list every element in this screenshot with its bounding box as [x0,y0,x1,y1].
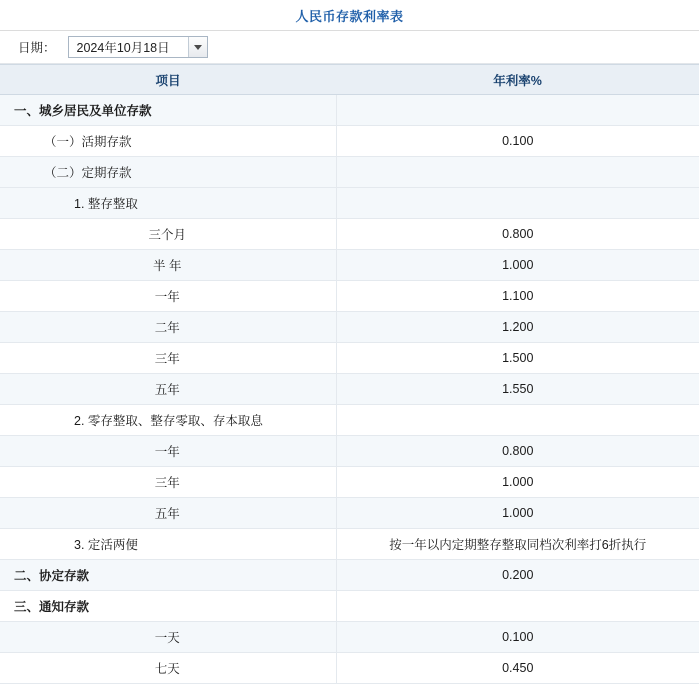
table-row [0,374,699,405]
row-rate-value [336,405,699,436]
row-rate-value [336,188,699,219]
row-item-label: 五年 [0,498,336,529]
row-item-label: 三年 [0,343,336,374]
table-row [0,188,699,219]
table-row [0,529,699,560]
table-row [0,467,699,498]
row-item-label: 一天 [0,622,336,653]
table-row [0,126,699,157]
row-item-label: 三年 [0,467,336,498]
row-rate-value: 1.000 [336,498,699,529]
row-rate-value: 0.800 [336,436,699,467]
row-rate-value [336,95,699,126]
row-rate-value: 0.200 [336,560,699,591]
row-rate-value: 1.000 [336,250,699,281]
row-item-label: 五年 [0,374,336,405]
chevron-down-icon[interactable] [188,37,207,57]
table-row [0,653,699,684]
row-item-label: 3. 定活两便 [0,529,336,560]
date-select-value: 2024年10月18日 [76,41,170,55]
table-row [0,219,699,250]
row-rate-value: 1.000 [336,467,699,498]
table-row [0,591,699,622]
caret-shape [194,45,202,50]
row-rate-value [336,157,699,188]
table-body [0,95,699,684]
table-row [0,498,699,529]
row-rate-value: 按一年以内定期整存整取同档次利率打6折执行 [336,529,699,560]
row-rate-value: 1.500 [336,343,699,374]
table-row [0,436,699,467]
table-row [0,622,699,653]
row-rate-value: 1.550 [336,374,699,405]
table-row [0,560,699,591]
row-item-label: 2. 零存整取、整存零取、存本取息 [0,405,336,436]
row-item-label: 七天 [0,653,336,684]
row-item-label: 二年 [0,312,336,343]
row-rate-value: 1.100 [336,281,699,312]
row-item-label: 一年 [0,436,336,467]
row-rate-value: 0.450 [336,653,699,684]
row-item-label: （一）活期存款 [0,126,336,157]
table-header-row [0,65,699,95]
page-title: 人民币存款利率表 [295,8,404,24]
column-header-item: 项目 [0,65,336,95]
table-row [0,405,699,436]
row-item-label: 一年 [0,281,336,312]
table-row [0,281,699,312]
row-item-label: 二、协定存款 [0,560,336,591]
row-item-label: 半 年 [0,250,336,281]
column-header-rate: 年利率% [336,65,699,95]
row-item-label: 一、城乡居民及单位存款 [0,95,336,126]
table-row [0,312,699,343]
date-filter-bar [0,31,699,64]
date-select[interactable] [68,36,208,58]
row-rate-value: 0.100 [336,126,699,157]
row-rate-value: 0.100 [336,622,699,653]
row-rate-value: 0.800 [336,219,699,250]
row-item-label: （二）定期存款 [0,157,336,188]
row-item-label: 1. 整存整取 [0,188,336,219]
row-item-label: 三个月 [0,219,336,250]
row-rate-value [336,591,699,622]
table-row [0,157,699,188]
row-item-label: 三、通知存款 [0,591,336,622]
deposit-rate-table [0,64,699,684]
table-row [0,343,699,374]
table-row [0,95,699,126]
table-row [0,250,699,281]
date-label: 日期： [18,41,56,55]
row-rate-value: 1.200 [336,312,699,343]
page-title-bar [0,0,699,31]
